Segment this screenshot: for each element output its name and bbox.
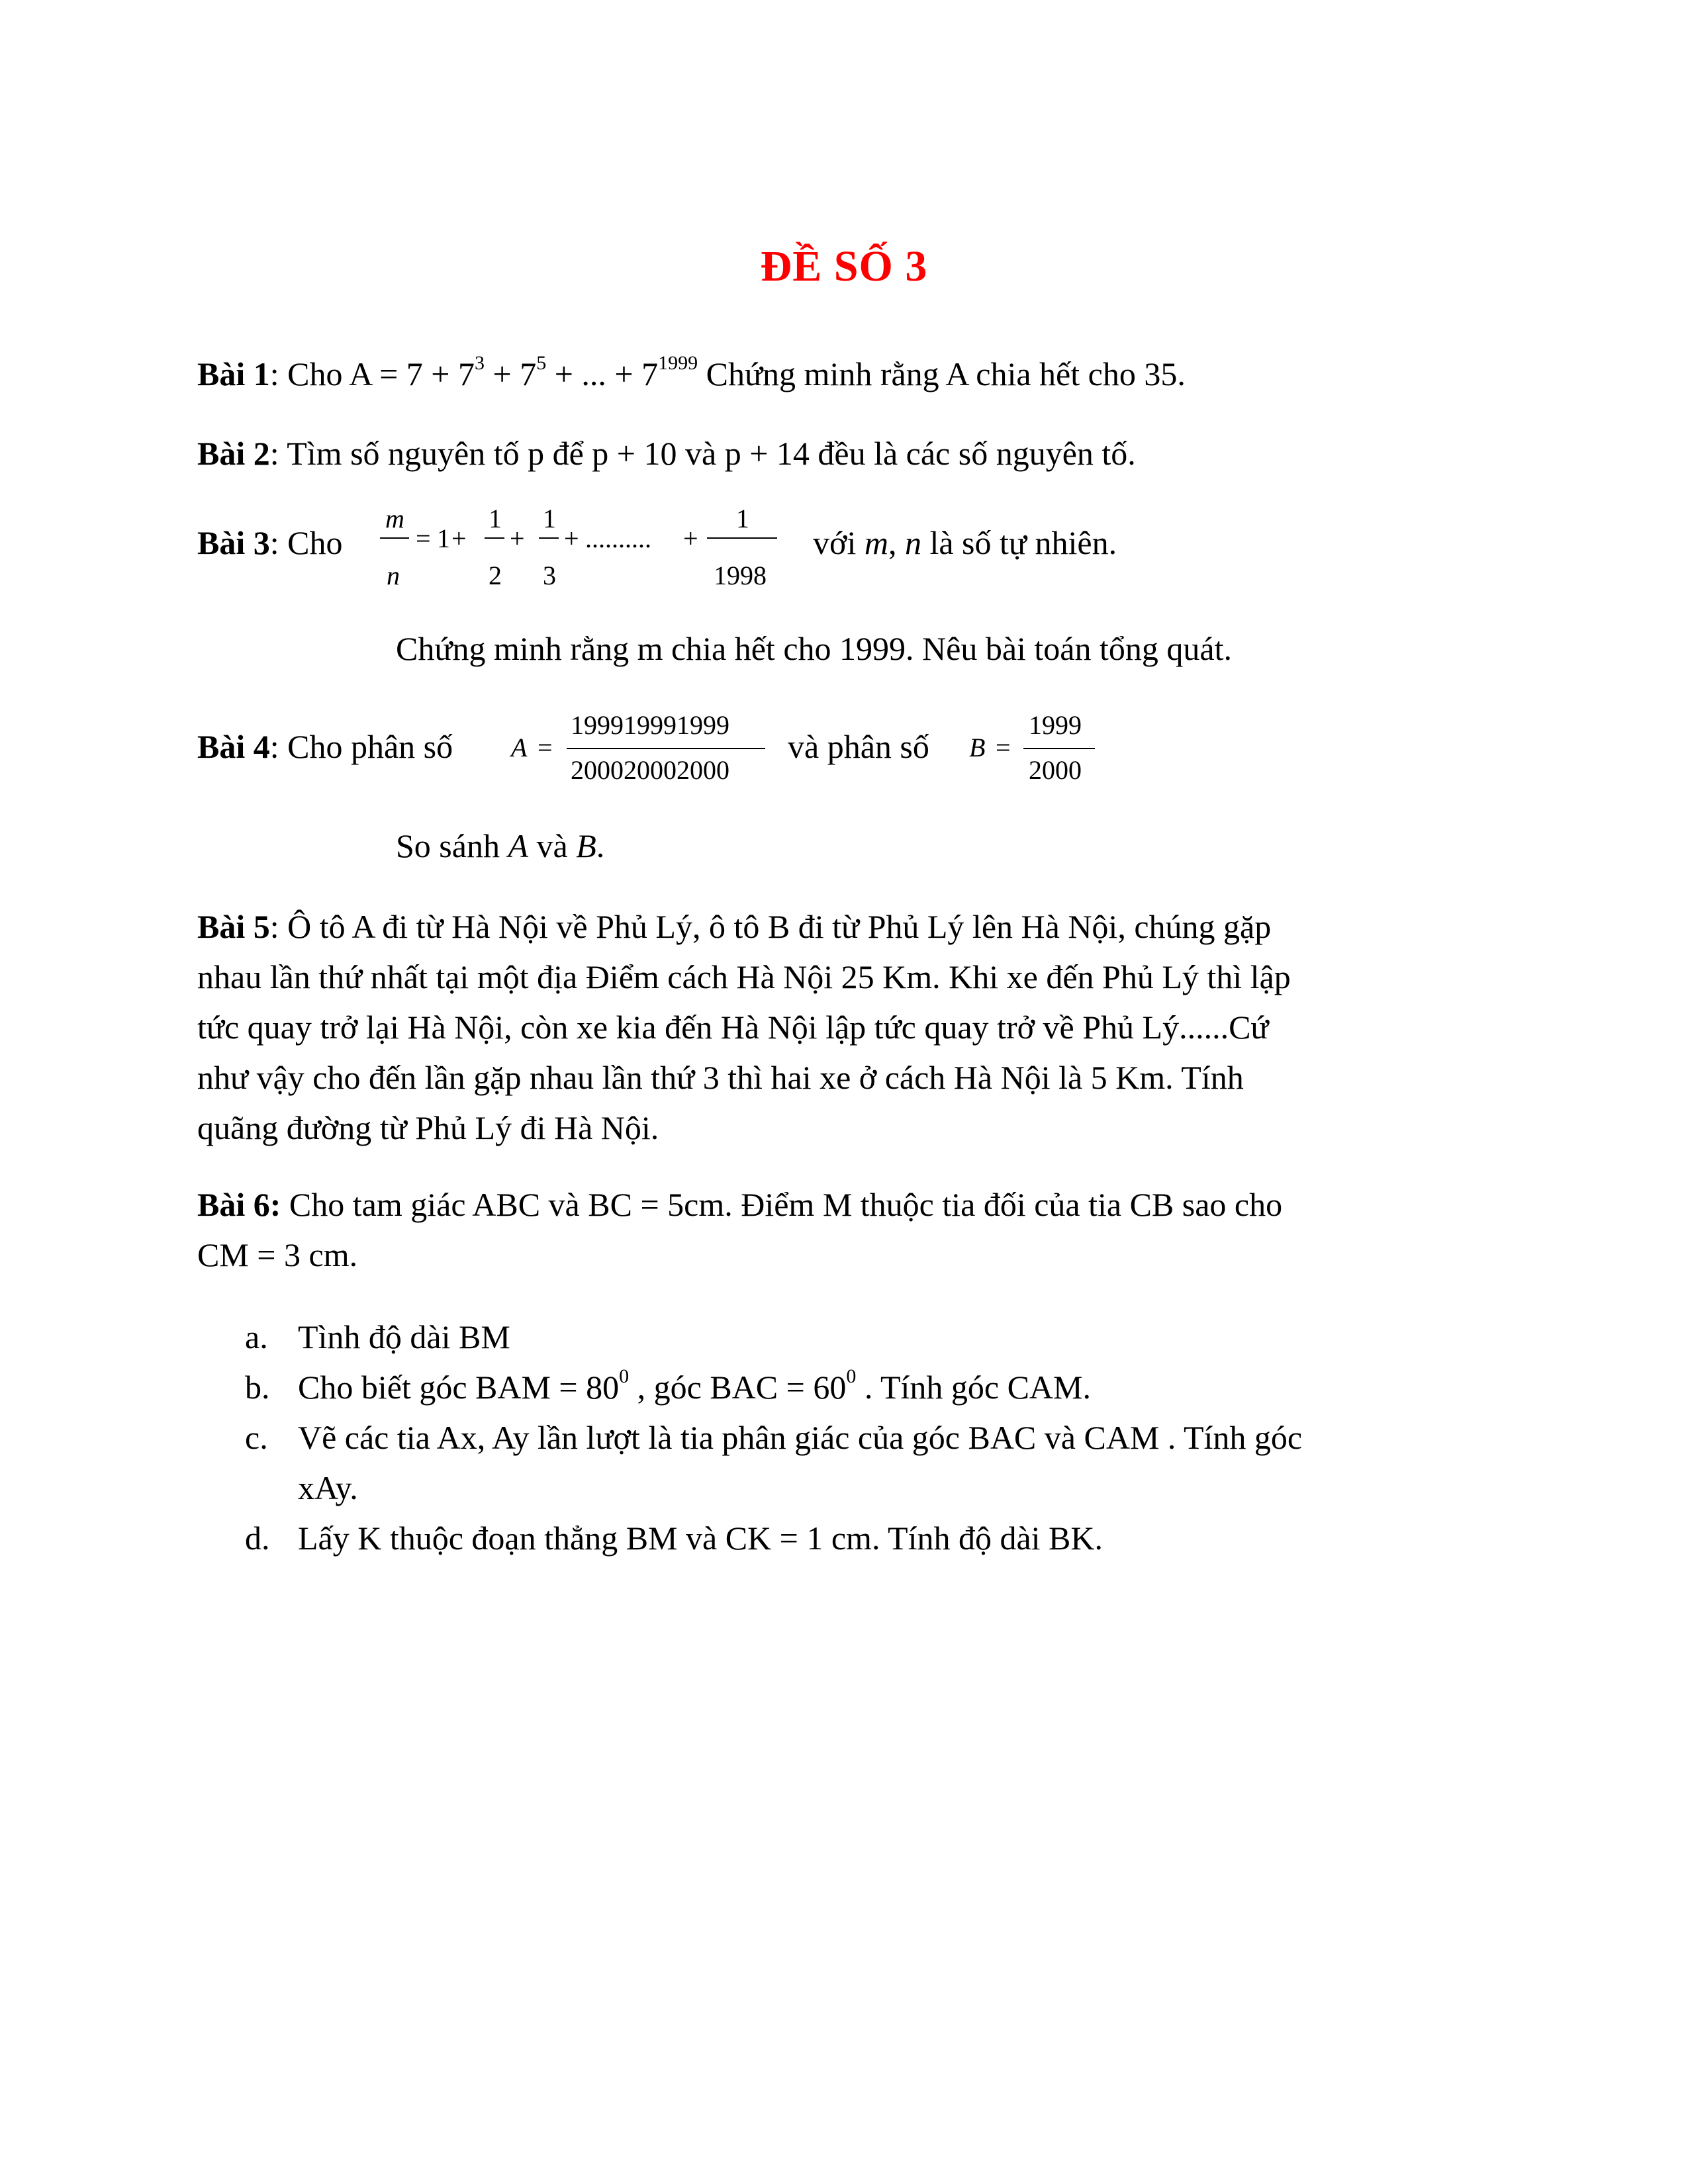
bai1-text-mid2: + ... + 7 <box>546 355 659 392</box>
bai2-text: : Tìm số nguyên tố p để p + 10 và p + 14 đều là các số nguyên tố. <box>269 435 1136 472</box>
bai1-text-mid1: + 7 <box>485 355 537 392</box>
item-b-text <box>298 1362 1091 1412</box>
item-c-marker: c. <box>245 1419 268 1456</box>
var-A: A <box>511 733 528 762</box>
bai3-label: Bài 3 <box>197 524 270 561</box>
frac-m-den: n <box>387 561 400 590</box>
bai6-text-1: Cho tam giác ABC và BC = 5cm. Điểm M thuộc tia đối của tia CB sao cho <box>281 1186 1283 1223</box>
compare-A: A <box>508 827 529 864</box>
bai4-line2 <box>396 826 604 866</box>
bai1-line <box>197 354 1186 394</box>
item-b-pre: Cho biết góc BAM = 80 <box>298 1369 620 1406</box>
A-bar <box>567 748 765 749</box>
item-b-exp2: 0 <box>846 1365 857 1387</box>
bai4-label: Bài 4 <box>197 728 270 765</box>
plus-2: + <box>510 523 525 553</box>
bai3-line2: Chứng minh rằng m chia hết cho 1999. Nêu bài toán tổng quát. <box>396 630 1232 667</box>
item-b-post: . Tính góc CAM. <box>856 1369 1091 1406</box>
bai1-exp2: 5 <box>536 352 547 374</box>
A-num: 199919991999 <box>571 710 729 740</box>
bai4-text-mid: và phân số <box>788 728 929 765</box>
bai3-text-post: là số tự nhiên. <box>921 524 1117 561</box>
plus-3: + <box>564 523 579 553</box>
eq-A: = <box>538 733 553 762</box>
item-b-exp1: 0 <box>619 1365 630 1387</box>
var-n: n <box>904 524 921 561</box>
bai1-exp3: 1999 <box>658 352 698 374</box>
bai5-line3: tức quay trở lại Hà Nội, còn xe kia đến Hà Nội lập tức quay trở về Phủ Lý......Cứ <box>197 1009 1269 1046</box>
eq-sign-1: = <box>416 523 431 553</box>
frac3-den: 3 <box>543 561 556 590</box>
frac-m-num: m <box>385 504 404 533</box>
item-a-text: Tình độ dài BM <box>298 1318 510 1355</box>
bai5-line2: nhau lần thứ nhất tại một địa Điểm cách Hà Nội 25 Km. Khi xe đến Phủ Lý thì lập <box>197 958 1291 995</box>
item-c-text-cont: xAy. <box>298 1469 358 1506</box>
frac3-bar <box>539 537 559 539</box>
bai4-text-pre: : Cho phân số <box>269 728 453 765</box>
B-den: 2000 <box>1029 755 1082 785</box>
eq-B: = <box>996 733 1011 762</box>
bai6-line2: CM = 3 cm. <box>197 1236 358 1273</box>
var-B: B <box>969 733 986 762</box>
compare-B: B <box>576 827 596 864</box>
dots: .......... <box>585 523 651 553</box>
frac1998-bar <box>707 537 777 539</box>
A-den: 200020002000 <box>571 755 729 785</box>
page-title: ĐỀ SỐ 3 <box>760 242 928 291</box>
bai6-line1 <box>197 1185 1282 1224</box>
bai2-line <box>197 433 1136 473</box>
bai5-line5: quãng đường từ Phủ Lý đi Hà Nội. <box>197 1109 659 1146</box>
frac1998-den: 1998 <box>714 561 767 590</box>
with-word: với <box>813 524 857 561</box>
frac2-den: 2 <box>489 561 502 590</box>
B-num: 1999 <box>1029 710 1082 740</box>
frac2-num: 1 <box>489 504 502 533</box>
bai6-label: Bài 6: <box>197 1186 281 1223</box>
compare-mid: và <box>528 827 577 864</box>
bai5-line4: như vậy cho đến lần gặp nhau lần thứ 3 thì hai xe ở cách Hà Nội là 5 Km. Tính <box>197 1059 1244 1096</box>
frac3-num: 1 <box>543 504 556 533</box>
bai4-line <box>197 727 453 766</box>
bai1-text-post: Chứng minh rằng A chia hết cho 35. <box>698 355 1186 392</box>
item-d-text: Lấy K thuộc đoạn thẳng BM và CK = 1 cm. Tính độ dài BK. <box>298 1520 1103 1557</box>
bai1-label: Bài 1 <box>197 355 270 392</box>
item-b-mid: , góc BAC = 60 <box>629 1369 847 1406</box>
frac1998-num: 1 <box>736 504 749 533</box>
bai1-colon: : <box>269 355 279 392</box>
bai2-label: Bài 2 <box>197 435 270 472</box>
bai5-label: Bài 5 <box>197 908 270 945</box>
plus-1: + <box>451 523 467 553</box>
bai3-text-pre: : Cho <box>269 524 343 561</box>
var-m: m <box>864 524 888 561</box>
bai3-tail <box>813 523 1117 563</box>
compare-post: . <box>596 827 605 864</box>
comma: , <box>888 524 897 561</box>
frac2-bar <box>485 537 504 539</box>
item-d-marker: d. <box>245 1520 270 1557</box>
one-term: 1 <box>437 523 450 553</box>
bai5-text-1: : Ô tô A đi từ Hà Nội về Phủ Lý, ô tô B đi từ Phủ Lý lên Hà Nội, chúng gặp <box>269 908 1272 945</box>
B-bar <box>1023 748 1095 749</box>
bai5-line1 <box>197 907 1271 946</box>
bai3-line <box>197 523 343 563</box>
plus-4: + <box>683 523 698 553</box>
bai1-exp1: 3 <box>475 352 485 374</box>
item-c-text: Vẽ các tia Ax, Ay lần lượt là tia phân giác của góc BAC và CAM . Tính góc <box>298 1419 1303 1456</box>
item-a-marker: a. <box>245 1318 268 1355</box>
bai1-text-pre: Cho A = 7 + 7 <box>279 355 475 392</box>
frac-m-bar <box>380 537 409 539</box>
item-b-marker: b. <box>245 1369 270 1406</box>
compare-pre: So sánh <box>396 827 508 864</box>
